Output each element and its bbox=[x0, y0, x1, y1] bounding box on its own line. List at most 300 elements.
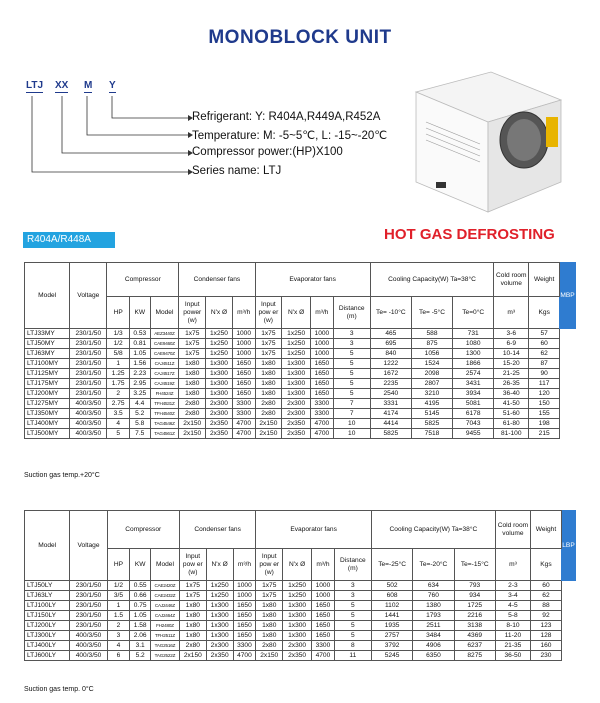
header-hp: HP bbox=[107, 549, 130, 581]
table-cell: 1x75 bbox=[179, 591, 206, 601]
header-cold-room-volume: Cold room volume bbox=[494, 263, 529, 297]
header-compressor: Compressor bbox=[107, 511, 179, 549]
table-cell: 26-35 bbox=[494, 379, 529, 389]
table-cell: 4369 bbox=[454, 631, 495, 641]
table-cell: LTJ125MY bbox=[25, 369, 70, 379]
table-cell: 2511 bbox=[413, 621, 454, 631]
table-cell: 155 bbox=[529, 409, 560, 419]
header-voltage: Voltage bbox=[70, 511, 107, 581]
table-cell: 1672 bbox=[370, 369, 411, 379]
table-cell: 793 bbox=[454, 581, 495, 591]
table-cell: 4-5 bbox=[495, 601, 530, 611]
table-cell: 1650 bbox=[232, 359, 255, 369]
table-cell: CAE9470Z bbox=[150, 349, 179, 359]
table-cell: 3-4 bbox=[495, 591, 530, 601]
table-cell: 1x80 bbox=[256, 631, 283, 641]
table-cell: 10 bbox=[333, 429, 370, 439]
table-cell: 1725 bbox=[454, 601, 495, 611]
table-cell: 2216 bbox=[454, 611, 495, 621]
table-cell: AEZ3440Z bbox=[150, 329, 179, 339]
table-cell: 1x300 bbox=[206, 359, 233, 369]
table-cell: 5 bbox=[334, 621, 371, 631]
table-cell: 230/1/50 bbox=[70, 359, 107, 369]
table-cell: 1102 bbox=[371, 601, 412, 611]
header-evap-input-power: Input pow er (w) bbox=[255, 297, 282, 329]
table-cell: 2574 bbox=[453, 369, 494, 379]
table-cell: 1x75 bbox=[255, 339, 282, 349]
header-cond-nx: N'x Ø bbox=[206, 297, 233, 329]
table-cell: 2x80 bbox=[255, 409, 282, 419]
table-cell: 1x250 bbox=[283, 591, 312, 601]
mbp-side-label: MBP bbox=[560, 263, 576, 329]
table-cell: 4174 bbox=[370, 409, 411, 419]
table-cell: 3934 bbox=[453, 389, 494, 399]
table-cell: 8-10 bbox=[495, 621, 530, 631]
table-cell: 2x300 bbox=[282, 409, 311, 419]
table-row bbox=[25, 581, 576, 591]
table-cell: 634 bbox=[413, 581, 454, 591]
table-cell: 1x300 bbox=[283, 621, 312, 631]
table-cell: 1056 bbox=[411, 349, 452, 359]
header-evaporator-fans: Evaporator fans bbox=[256, 511, 372, 549]
table-cell: LTJ400MY bbox=[25, 419, 70, 429]
header-condenser-fans: Condenser fans bbox=[179, 263, 255, 297]
table-cell: 1080 bbox=[453, 339, 494, 349]
table-cell: 1x250 bbox=[283, 581, 312, 591]
table-row bbox=[25, 369, 576, 379]
table-cell: 1000 bbox=[311, 329, 334, 339]
table-cell: 2 bbox=[107, 389, 130, 399]
table-cell: 3138 bbox=[454, 621, 495, 631]
table-cell: 4.4 bbox=[129, 399, 150, 409]
table-cell: 198 bbox=[529, 419, 560, 429]
table-cell: 123 bbox=[530, 621, 561, 631]
table-cell: 2x300 bbox=[283, 641, 312, 651]
header-cond-input-power: Input power (w) bbox=[179, 297, 206, 329]
table-cell: 1x300 bbox=[282, 359, 311, 369]
mbp-suction-note: Suction gas temp.+20°C bbox=[24, 472, 100, 479]
table-cell: 21-35 bbox=[495, 641, 530, 651]
table-cell: 1x300 bbox=[206, 611, 233, 621]
table-cell: 1x250 bbox=[206, 591, 233, 601]
table-cell: 36-50 bbox=[495, 651, 530, 661]
table-cell: 92 bbox=[530, 611, 561, 621]
table-cell: 465 bbox=[370, 329, 411, 339]
table-cell: LTJ150LY bbox=[25, 611, 70, 621]
table-cell: 1000 bbox=[233, 581, 256, 591]
table-cell: 230/1/50 bbox=[70, 611, 107, 621]
table-cell: 1650 bbox=[233, 601, 256, 611]
table-row bbox=[25, 329, 576, 339]
table-cell: 3331 bbox=[370, 399, 411, 409]
table-cell: LTJ300LY bbox=[25, 631, 70, 641]
table-cell: 1.25 bbox=[107, 369, 130, 379]
table-cell: 1x300 bbox=[282, 369, 311, 379]
table-cell: LTJ63LY bbox=[25, 591, 70, 601]
table-cell: 5-8 bbox=[495, 611, 530, 621]
table-cell: 1222 bbox=[370, 359, 411, 369]
table-cell: 1x250 bbox=[282, 329, 311, 339]
table-cell: TAG4546Z bbox=[150, 419, 179, 429]
table-cell: 4 bbox=[107, 419, 130, 429]
table-cell: 2.06 bbox=[130, 631, 151, 641]
code-prefix: LTJ bbox=[26, 80, 44, 91]
table-cell: 2x150 bbox=[255, 429, 282, 439]
table-cell: 3.5 bbox=[107, 409, 130, 419]
table-cell: 57 bbox=[529, 329, 560, 339]
table-cell: 2x350 bbox=[206, 651, 233, 661]
table-cell: 4700 bbox=[312, 651, 335, 661]
table-cell: 3 bbox=[107, 631, 130, 641]
table-cell: FH4524Z bbox=[150, 389, 179, 399]
table-row bbox=[25, 349, 576, 359]
table-cell: 88 bbox=[530, 601, 561, 611]
legend-temperature: Temperature: M: -5~5℃, L: -15~-20℃ bbox=[192, 130, 388, 142]
table-cell: 11 bbox=[334, 651, 371, 661]
header-cond-nx: N'x Ø bbox=[206, 549, 233, 581]
header-m3: m³ bbox=[495, 549, 530, 581]
header-distance: Distance (m) bbox=[333, 297, 370, 329]
table-cell: 1.58 bbox=[130, 621, 151, 631]
header-cold-room-volume: Cold room volume bbox=[495, 511, 530, 549]
table-cell: 1650 bbox=[233, 621, 256, 631]
page-title: MONOBLOCK UNIT bbox=[208, 27, 392, 48]
table-cell: 5825 bbox=[370, 429, 411, 439]
table-cell: 2 bbox=[107, 621, 130, 631]
table-cell: 1x250 bbox=[206, 581, 233, 591]
table-cell: 1650 bbox=[311, 369, 334, 379]
table-cell: 5081 bbox=[453, 399, 494, 409]
table-cell: 4700 bbox=[232, 419, 255, 429]
table-cell: 1x250 bbox=[282, 339, 311, 349]
table-cell: 1524 bbox=[411, 359, 452, 369]
table-cell: LTJ350MY bbox=[25, 409, 70, 419]
table-cell: 1x80 bbox=[256, 611, 283, 621]
code-temp: M bbox=[84, 80, 93, 91]
table-cell: 3300 bbox=[311, 399, 334, 409]
table-cell: 2x80 bbox=[179, 399, 206, 409]
table-cell: 1x300 bbox=[282, 379, 311, 389]
table-cell: 230/1/50 bbox=[70, 621, 107, 631]
table-cell: 760 bbox=[413, 591, 454, 601]
table-cell: 1000 bbox=[312, 581, 335, 591]
table-cell: 6350 bbox=[413, 651, 454, 661]
table-row bbox=[25, 359, 576, 369]
table-cell: 36-40 bbox=[494, 389, 529, 399]
table-cell: 1x75 bbox=[255, 329, 282, 339]
table-cell: 2807 bbox=[411, 379, 452, 389]
table-cell: 21-25 bbox=[494, 369, 529, 379]
table-cell: 1441 bbox=[371, 611, 412, 621]
header-condenser-fans: Condenser fans bbox=[179, 511, 255, 549]
table-cell: 1x80 bbox=[179, 389, 206, 399]
table-cell: 1x300 bbox=[283, 611, 312, 621]
table-cell: 3300 bbox=[233, 641, 256, 651]
table-cell: 2x80 bbox=[256, 641, 283, 651]
lbp-side-label: LBP bbox=[561, 511, 575, 581]
table-cell: 1/3 bbox=[107, 329, 130, 339]
table-cell: 1x250 bbox=[206, 339, 233, 349]
table-cell: 2x150 bbox=[179, 651, 206, 661]
table-cell: LTJ63MY bbox=[25, 349, 70, 359]
header-cooling-capacity: Cooling Capacity(W) Ta=38°C bbox=[370, 263, 494, 297]
table-cell: 1 bbox=[107, 359, 130, 369]
table-cell: 1650 bbox=[311, 389, 334, 399]
header-evaporator-fans: Evaporator fans bbox=[255, 263, 370, 297]
table-cell: 2757 bbox=[371, 631, 412, 641]
table-cell: 400/3/50 bbox=[70, 631, 107, 641]
table-cell: 400/3/50 bbox=[70, 641, 107, 651]
table-cell: 400/3/50 bbox=[70, 651, 107, 661]
table-cell: 5245 bbox=[371, 651, 412, 661]
table-cell: LTJ200LY bbox=[25, 621, 70, 631]
table-cell: 1/2 bbox=[107, 339, 130, 349]
table-cell: 5.2 bbox=[129, 409, 150, 419]
table-cell: 2x300 bbox=[206, 399, 233, 409]
table-cell: 3 bbox=[333, 339, 370, 349]
header-evap-nx: N'x Ø bbox=[283, 549, 312, 581]
header-weight: Weight bbox=[530, 511, 561, 549]
table-row bbox=[25, 409, 576, 419]
table-cell: 4414 bbox=[370, 419, 411, 429]
lbp-spec-table bbox=[24, 510, 576, 661]
table-cell: LTJ100MY bbox=[25, 359, 70, 369]
table-cell: 4700 bbox=[311, 419, 334, 429]
table-cell: 1650 bbox=[312, 631, 335, 641]
table-cell: 4700 bbox=[233, 651, 256, 661]
table-cell: 41-50 bbox=[494, 399, 529, 409]
table-cell: 1000 bbox=[232, 329, 255, 339]
table-cell: 1x80 bbox=[179, 601, 206, 611]
code-refrigerant: Y bbox=[109, 80, 116, 91]
table-cell: 1650 bbox=[311, 359, 334, 369]
table-cell: 6237 bbox=[454, 641, 495, 651]
header-model: Model bbox=[25, 511, 70, 581]
table-cell: 1x75 bbox=[179, 329, 206, 339]
table-cell: 1x250 bbox=[206, 349, 233, 359]
table-cell: 62 bbox=[529, 349, 560, 359]
table-cell: 2235 bbox=[370, 379, 411, 389]
table-row bbox=[25, 601, 576, 611]
table-cell: 3-6 bbox=[494, 329, 529, 339]
table-cell: LTJ50MY bbox=[25, 339, 70, 349]
table-cell: 2.75 bbox=[107, 399, 130, 409]
table-cell: 1650 bbox=[311, 379, 334, 389]
table-cell: TFH2511Z bbox=[150, 631, 179, 641]
table-cell: 5 bbox=[333, 369, 370, 379]
table-cell: 1000 bbox=[232, 349, 255, 359]
header-cond-m3h: m³/h bbox=[232, 297, 255, 329]
table-cell: 4195 bbox=[411, 399, 452, 409]
table-cell: 2x350 bbox=[282, 429, 311, 439]
table-cell: 8 bbox=[334, 641, 371, 651]
table-cell: 2x150 bbox=[179, 419, 206, 429]
table-cell: 3 bbox=[334, 591, 371, 601]
header-kgs: Kgs bbox=[530, 549, 561, 581]
table-cell: 6 bbox=[107, 651, 130, 661]
table-cell: 731 bbox=[453, 329, 494, 339]
table-cell: 1300 bbox=[453, 349, 494, 359]
table-cell: 1x250 bbox=[282, 349, 311, 359]
table-cell: 3/5 bbox=[107, 591, 130, 601]
table-cell: 62 bbox=[530, 591, 561, 601]
table-cell: CAJ2446Z bbox=[150, 601, 179, 611]
table-cell: 5 bbox=[334, 631, 371, 641]
table-cell: TAG4561Z bbox=[150, 429, 179, 439]
table-cell: 1000 bbox=[311, 349, 334, 359]
table-cell: 400/3/50 bbox=[70, 419, 107, 429]
table-cell: 5 bbox=[334, 601, 371, 611]
header-evap-m3h: m³/h bbox=[311, 297, 334, 329]
table-cell: 230/1/50 bbox=[70, 591, 107, 601]
table-cell: TAG2522Z bbox=[150, 651, 179, 661]
legend-series: Series name: LTJ bbox=[192, 165, 282, 177]
table-cell: 8275 bbox=[454, 651, 495, 661]
table-cell: 5.2 bbox=[130, 651, 151, 661]
table-cell: 2-3 bbox=[495, 581, 530, 591]
table-cell: 2x350 bbox=[282, 419, 311, 429]
table-row bbox=[25, 611, 576, 621]
table-cell: 695 bbox=[370, 339, 411, 349]
header-compressor: Compressor bbox=[107, 263, 179, 297]
table-cell: 2.23 bbox=[129, 369, 150, 379]
table-cell: 1.05 bbox=[129, 349, 150, 359]
table-cell: 1.5 bbox=[107, 611, 130, 621]
table-cell: LTJ600LY bbox=[25, 651, 70, 661]
header-kgs: Kgs bbox=[529, 297, 560, 329]
table-cell: TFH4531Z bbox=[150, 399, 179, 409]
table-cell: 1 bbox=[107, 601, 130, 611]
table-cell: 5 bbox=[333, 389, 370, 399]
table-row bbox=[25, 641, 576, 651]
header-cooling-capacity: Cooling Capacity(W) Ta=38°C bbox=[371, 511, 495, 549]
table-cell: 1x300 bbox=[206, 369, 233, 379]
table-cell: 5 bbox=[334, 611, 371, 621]
table-cell: 934 bbox=[454, 591, 495, 601]
header-te-minus20: Te=-20°C bbox=[413, 549, 454, 581]
table-cell: 1650 bbox=[233, 631, 256, 641]
table-row bbox=[25, 389, 576, 399]
table-cell: 1x75 bbox=[256, 591, 283, 601]
table-cell: 1650 bbox=[232, 379, 255, 389]
table-cell: 5 bbox=[333, 379, 370, 389]
table-cell: FH2480Z bbox=[150, 621, 179, 631]
legend-compressor-power: Compressor power:(HP)X100 bbox=[192, 146, 343, 158]
table-cell: 1x80 bbox=[256, 621, 283, 631]
table-cell: 117 bbox=[529, 379, 560, 389]
table-cell: 1x300 bbox=[283, 631, 312, 641]
table-cell: 1x250 bbox=[206, 329, 233, 339]
table-cell: 150 bbox=[529, 399, 560, 409]
table-cell: 3 bbox=[333, 329, 370, 339]
table-cell: 81-100 bbox=[494, 429, 529, 439]
table-cell: 10 bbox=[333, 419, 370, 429]
table-cell: 1x75 bbox=[256, 581, 283, 591]
table-row bbox=[25, 591, 576, 601]
table-cell: 87 bbox=[529, 359, 560, 369]
header-cond-m3h: m³/h bbox=[233, 549, 256, 581]
table-cell: 1x300 bbox=[206, 601, 233, 611]
table-cell: 230/1/50 bbox=[70, 601, 107, 611]
header-voltage: Voltage bbox=[70, 263, 107, 329]
table-cell: LTJ33MY bbox=[25, 329, 70, 339]
table-cell: 2x80 bbox=[179, 409, 206, 419]
header-kw: KW bbox=[130, 549, 151, 581]
table-cell: 6-9 bbox=[494, 339, 529, 349]
table-cell: 3300 bbox=[232, 399, 255, 409]
table-cell: LTJ100LY bbox=[25, 601, 70, 611]
table-cell: 1.05 bbox=[130, 611, 151, 621]
table-row bbox=[25, 651, 576, 661]
table-cell: 5 bbox=[333, 359, 370, 369]
table-cell: 1000 bbox=[311, 339, 334, 349]
table-cell: 588 bbox=[411, 329, 452, 339]
table-cell: 0.66 bbox=[130, 591, 151, 601]
table-cell: 1866 bbox=[453, 359, 494, 369]
table-cell: 1380 bbox=[413, 601, 454, 611]
table-cell: 160 bbox=[530, 641, 561, 651]
table-cell: 1935 bbox=[371, 621, 412, 631]
table-cell: 61-80 bbox=[494, 419, 529, 429]
table-cell: 5 bbox=[107, 429, 130, 439]
table-cell: 4700 bbox=[232, 429, 255, 439]
header-evap-input-power: Input pow er (w) bbox=[256, 549, 283, 581]
table-cell: 7.5 bbox=[129, 429, 150, 439]
header-comp-model: Model bbox=[150, 297, 179, 329]
header-te-0: Te=0°C bbox=[453, 297, 494, 329]
table-cell: 3300 bbox=[311, 409, 334, 419]
table-cell: 2x150 bbox=[256, 651, 283, 661]
table-cell: 2540 bbox=[370, 389, 411, 399]
table-cell: LTJ50LY bbox=[25, 581, 70, 591]
table-cell: 230 bbox=[530, 651, 561, 661]
table-cell: 400/3/50 bbox=[70, 429, 107, 439]
table-row bbox=[25, 631, 576, 641]
table-cell: 230/1/50 bbox=[70, 349, 107, 359]
table-cell: LTJ400LY bbox=[25, 641, 70, 651]
table-cell: 1x80 bbox=[179, 359, 206, 369]
table-cell: 2098 bbox=[411, 369, 452, 379]
table-cell: 4906 bbox=[413, 641, 454, 651]
table-cell: 1x80 bbox=[255, 359, 282, 369]
table-cell: 3431 bbox=[453, 379, 494, 389]
table-cell: 2x150 bbox=[255, 419, 282, 429]
table-row bbox=[25, 429, 576, 439]
table-cell: 120 bbox=[529, 389, 560, 399]
table-cell: 1x80 bbox=[179, 379, 206, 389]
table-cell: 2x150 bbox=[179, 429, 206, 439]
table-cell: 2x350 bbox=[206, 419, 233, 429]
table-cell: 5/8 bbox=[107, 349, 130, 359]
header-evap-m3h: m³/h bbox=[312, 549, 335, 581]
table-cell: 3 bbox=[334, 581, 371, 591]
table-cell: 10-14 bbox=[494, 349, 529, 359]
table-cell: 1650 bbox=[312, 621, 335, 631]
table-cell: 60 bbox=[529, 339, 560, 349]
table-cell: 5825 bbox=[411, 419, 452, 429]
table-cell: 1x300 bbox=[206, 389, 233, 399]
table-cell: 1x80 bbox=[179, 631, 206, 641]
header-evap-nx: N'x Ø bbox=[282, 297, 311, 329]
table-row bbox=[25, 621, 576, 631]
table-cell: 1650 bbox=[233, 611, 256, 621]
table-cell: 1.75 bbox=[107, 379, 130, 389]
table-cell: 1/2 bbox=[107, 581, 130, 591]
table-cell: 2x80 bbox=[179, 641, 206, 651]
table-cell: 2x350 bbox=[206, 429, 233, 439]
table-cell: 51-60 bbox=[494, 409, 529, 419]
table-cell: 5.8 bbox=[129, 419, 150, 429]
